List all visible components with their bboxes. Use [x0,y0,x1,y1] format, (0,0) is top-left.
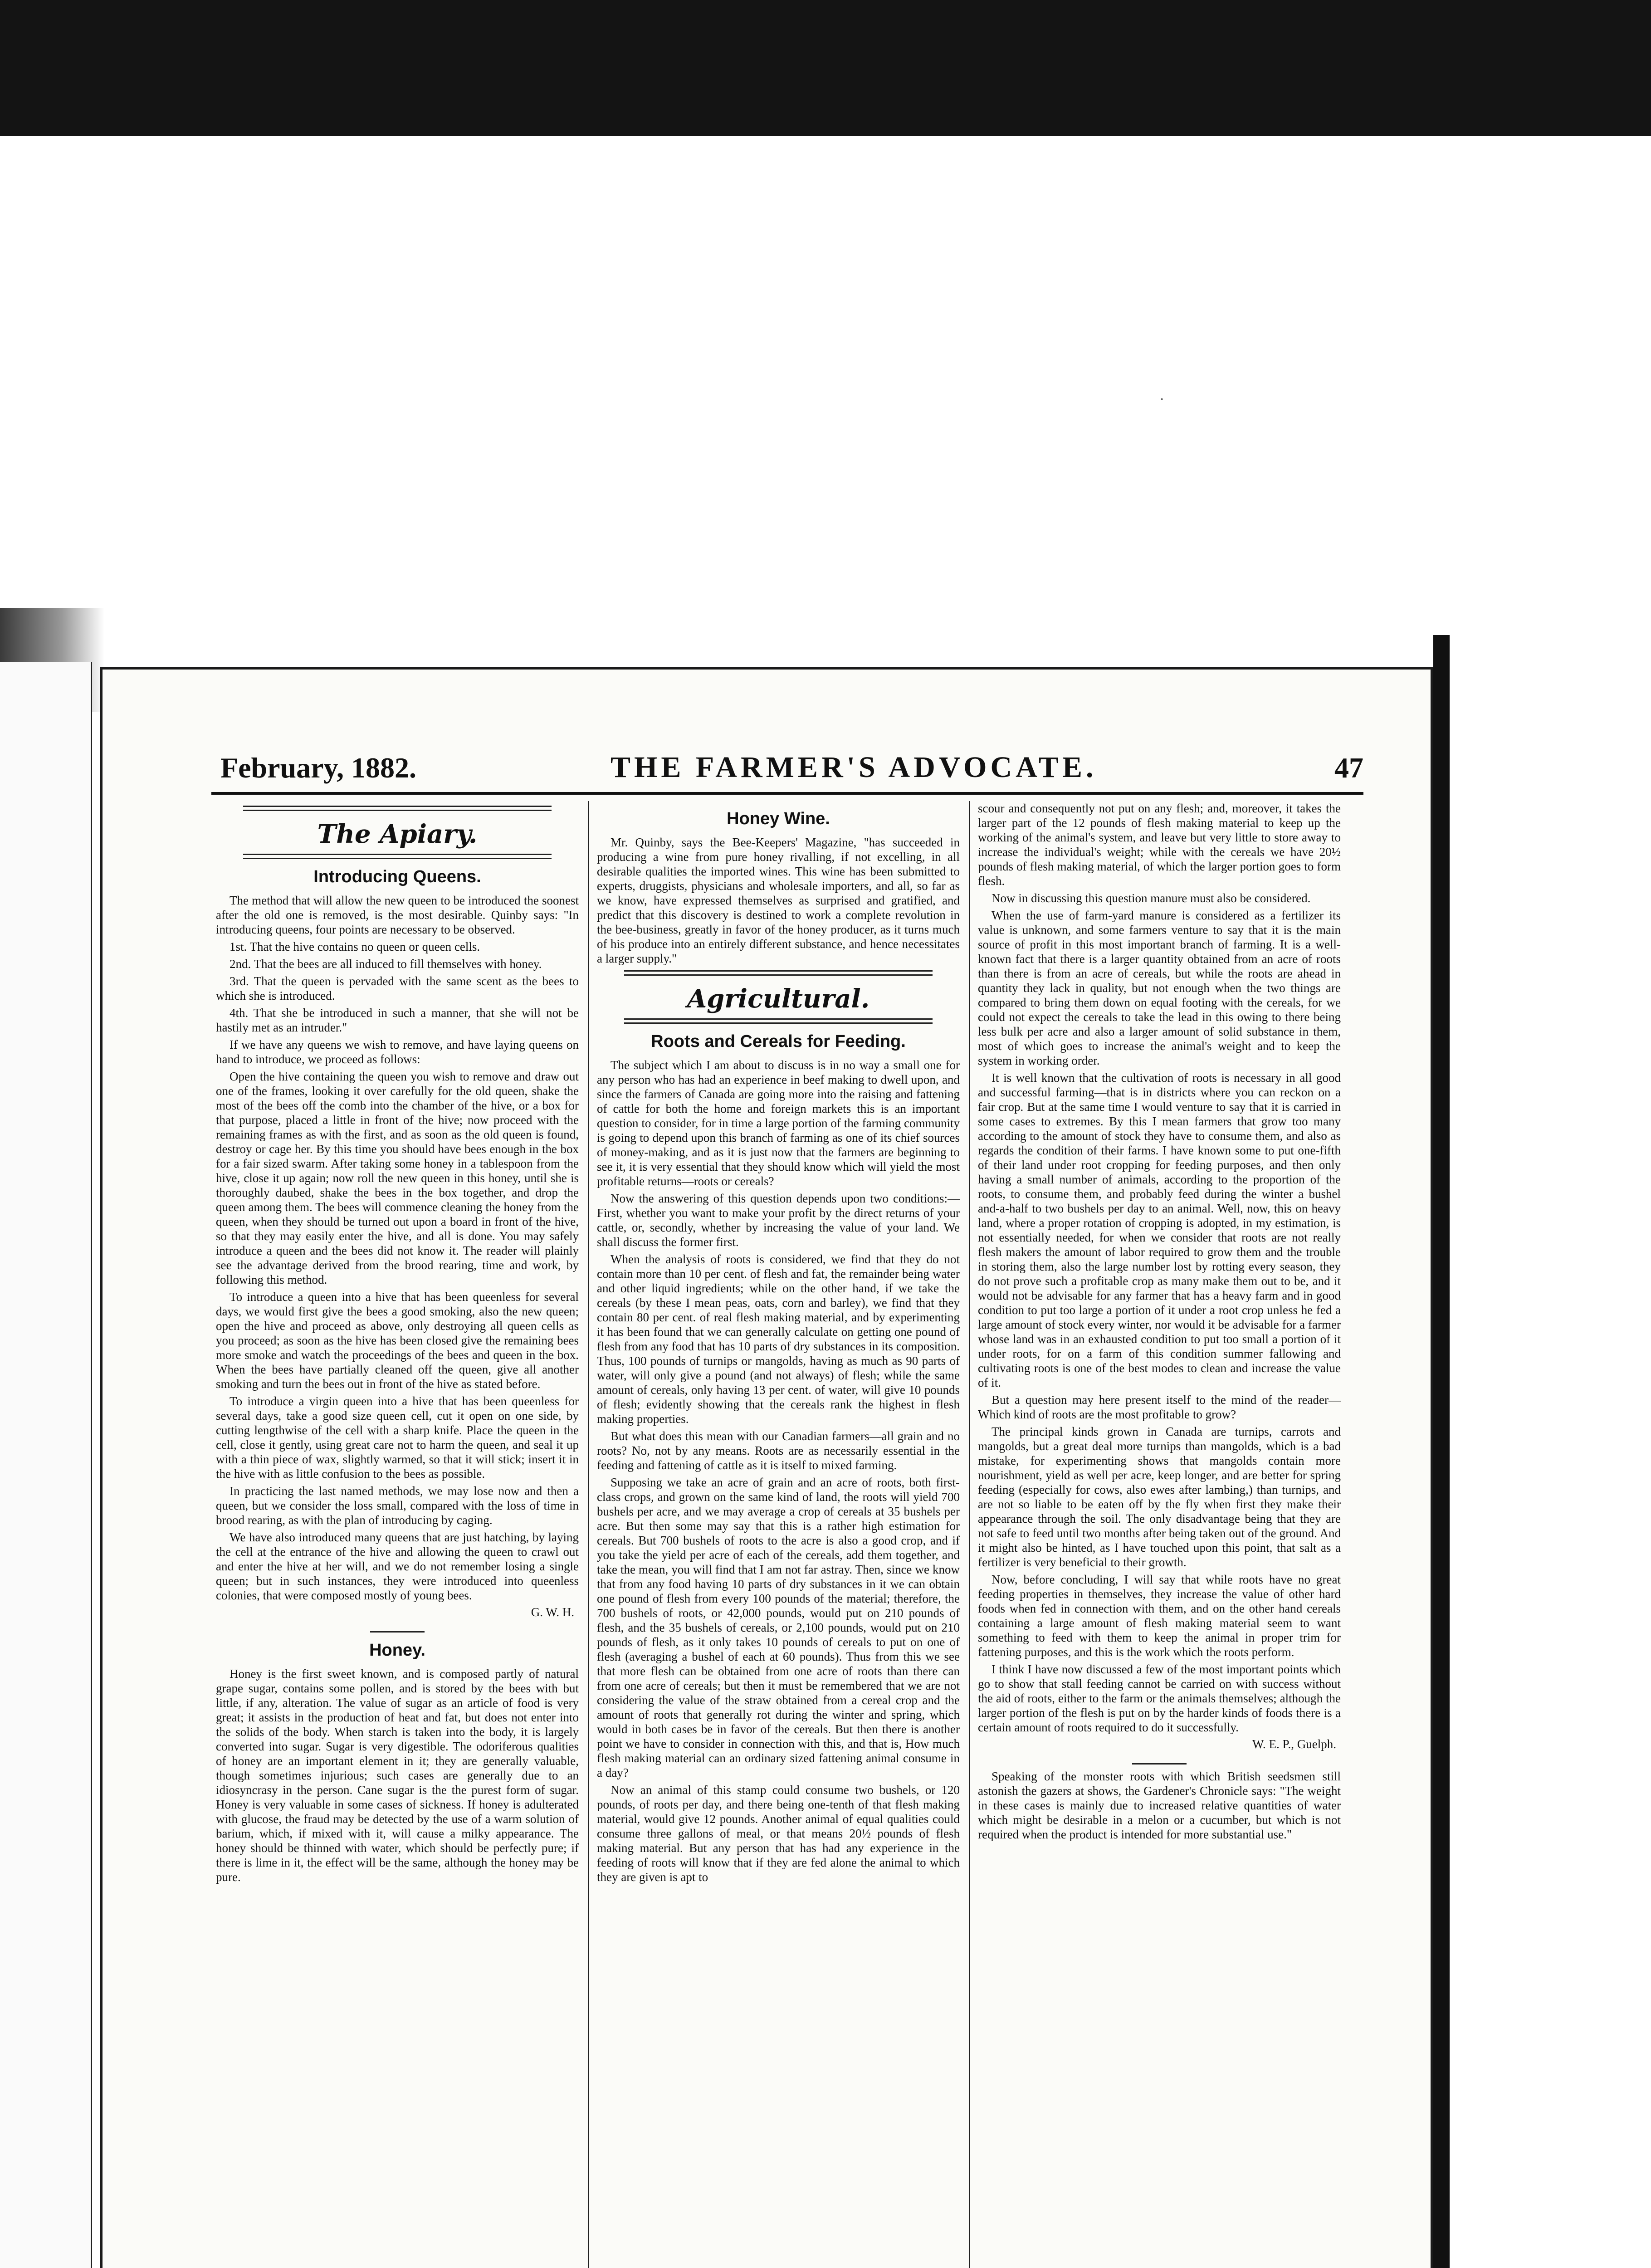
signature: W. E. P., Guelph. [1252,1737,1336,1751]
section-title-apiary: The Apiary. [317,819,478,849]
paragraph: The subject which I am about to discuss is in no way a small one for any person who has had an experience in beef making to dwell upon, and since the farmers of Canada are going more into the raising and fattening of cattle for both the home and foreign markets this is an important question to consider, for in time a large portion of the farming community is going to depend upon this branch of farming as one of its chief sources of money-making, and as it is just now that the farmers are beginning to see it, it is very essential that they should know which will yield the most profitable returns—roots or cereals? [597,1058,960,1188]
paragraph: It is well known that the cultivation of roots is necessary in all good and successful farming—that is in districts where you can reckon on a fair crop. But at the same time I would venture to say that it is carried in some cases to extremes. By this I mean farmers that grow too many according to the amount of stock they have to consume them, and also as regards the condition of their farms. I have known some to put one-fifth of their land under root cropping for feeding purposes, and then only having a small number of animals, according to the proportion of the roots, to consume them, and probably feed during the winter a bushel and-a-half to two bushels per day to an animal. Well, now, this on heavy land, where a proper rotation of cropping is adopted, in my estimation, is not essentially needed, for when we consider that roots are not really flesh makers the amount of labor required to grow them and the trouble in storing them, also the large number lost by rotting every season, they do not prove such a profitable crop as many make them out to be, and it would not be advisable for any farmer that has a heavy farm and in good condition to put too large a portion of it under a root crop unless he fed a large amount of stock every winter, nor would it be advisable for a farmer whose land was in an exhausted condition to put too small a portion of it under roots, for on a farm of this condition summer fallowing and cultivating roots is one of the best modes to clean and increase the value of it. [978,1071,1341,1389]
column-3 [978,801,1341,2268]
signature: G. W. H. [531,1605,574,1619]
paragraph: When the use of farm-yard manure is considered as a fertilizer its value is unknown, and some farmers venture to say that it is the main source of profit in this most important branch of farming. It is a well-known fact that there is a larger quantity obtained from an acre of roots than there is from an acre of cereals, but while the roots are ahead in quantity they lack in quality, but not enough when the two things are compared to bring them down on equal footing with the cereals, for we could not expect the cereals to take the lead in this owing to there being less bulk per acre and also a larger amount of solid substance in them, most of which goes to increase the animal's weight and to keep the system in working order. [978,909,1341,1067]
section-rule [624,970,933,976]
paragraph: But a question may here present itself to the mind of the reader—Which kind of roots are the most profitable to grow? [978,1393,1341,1421]
paragraph: In practicing the last named methods, we may lose now and then a queen, but we consider the loss small, compared with the loss of time in brood rearing, as with the plan of introducing by caging. [216,1484,579,1527]
paragraph: Supposing we take an acre of grain and an acre of roots, both first-class crops, and grown on the same kind of land, the roots will yield 700 bushels per acre, and we may average a crop of cereals at 35 bushels per acre. But then some may say that this is a rather high estimation for cereals. But 700 bushels of roots to the acre is also a good crop, and if you take the yield per acre of each of the cereals, add them together, and take the mean, you will find that I am not far astray. Then, since we know that from any food having 10 parts of dry substances in it we can obtain one pound of flesh from every 100 pounds of the material; therefore, the 700 bushels of roots, or 42,000 pounds, would put on 210 pounds of flesh, and the 35 bushels of cereals, or 2,100 pounds, would put on 210 pounds of flesh, as it only takes 10 pounds of cereals to put on one of flesh (averaging a bushel of each at 60 pounds). Thus from this we see that more flesh can be obtained from one acre of roots than there can from one acre of cereals; but then it must be remembered that we are not considering the value of the straw obtained from a cereal crop and the amount of roots that generally rot during the winter and spring, which would in both cases be in favor of the cereals. But then there is another point we have to consider in connection with this, and that is, How much flesh making material can an ordinary sized fattening animal consume in a day? [597,1476,960,1779]
paragraph: Honey is the first sweet known, and is composed partly of natural grape sugar, contains some pollen, and is stored by the bees with but little, if any, alteration. The value of sugar as an article of food is very great; it assists in the production of heat and fat, but does not enter into the solids of the body. When starch is taken into the body, it is largely converted into sugar. Sugar is very digestible. The odoriferous qualities of honey are an important element in it; they are generally valuable, though sometimes injurious; such cases are generally due to an idiosyncrasy in the person. Cane sugar is the the purest form of sugar. Honey is very valuable in some cases of sickness. If honey is adulterated with glucose, the fraud may be detected by the use of a warm solution of barium, which, if mixed with it, will cause a milky appearance. The honey should be thinned with water, which should be perfectly pure; if there is lime in it, the effect will be the same, although the honey may be pure. [216,1667,579,1884]
paragraph: Open the hive containing the queen you wish to remove and draw out one of the frames, looking it over carefully for the old queen, shake the most of the bees off the comb into the chamber of the hive, or a box for that purpose, placed a little in front of the hive; now proceed with the remaining frames as with the first, and as soon as the old queen is found, destroy or cage her. By this time you should have bees enough in the box for a fair sized swarm. After taking some honey in a tablespoon from the hive, close it up again; now roll the new queen in this honey, until she is thoroughly daubed, shake the bees in the box together, and drop the queen among them. The bees will commence cleaning the honey from the queen, when they should be turned out upon a board in front of the hive, so that they may easily enter the hive, and all is done. You may safely introduce a queen and the bees did not know it. The reader will plainly see the advantage derived from the brood rearing, time and work, by following this method. [216,1070,579,1286]
article-title-roots-and-cereals: Roots and Cereals for Feeding. [651,1032,906,1051]
section-rule [243,854,552,859]
scan-speck: · [1159,391,1165,408]
column-2 [597,801,960,2268]
paragraph: I think I have now discussed a few of the most important points which go to show that stall feeding cannot be carried on with success without the aid of roots, either to the farm or the animals themselves; although the larger portion of the flesh is put on by the harder kinds of foods there is a certain amount of roots required to do it successfully. [978,1662,1341,1734]
paragraph: We have also introduced many queens that are just hatching, by laying the cell at the entrance of the hive and allowing the queen to crawl out and enter the hive at her will, and we do not remember losing a single queen; but in such instances, they were introduced into queenless colonies, that were composed mostly of young bees. [216,1530,579,1602]
header-page-number: 47 [1334,752,1363,784]
binding-spine [1433,635,1450,2268]
header-rule [211,792,1363,795]
section-rule [243,806,552,811]
paragraph: The principal kinds grown in Canada are turnips, carrots and mangolds, but a great deal more turnips than mangolds, which is a bad mistake, for experimenting shows that mangolds contain more nourishment, yield as well per acre, keep longer, and are better for spring feeding (especially for cows, also ewes after lambing,) than turnips, and are not so liable to be eaten off by the fly when first they make their appearance through the soil. The only disadvantage being that they are not safe to feed until two months after being taken out of the ground. And it might also be hinted, as I have touched upon this point, that salt as a fertilizer is very beneficial to their growth. [978,1425,1341,1569]
column-1 [216,801,579,2268]
page-header [211,738,1363,787]
paragraph: Speaking of the monster roots with which British seedsmen still astonish the gazers at shows, the Gardener's Chronicle says: "The weight in these cases is mainly due to increased relative quantities of water which might be desirable in a melon or a cucumber, but which is not required when the product is intended for more substantial use." [978,1769,1341,1841]
paragraph: Now an animal of this stamp could consume two bushels, or 120 pounds, of roots per day, and there being one-tenth of that flesh making material, would give 12 pounds. Another animal of equal qualities could consume three gallons of meal, or that means 20½ pounds of flesh making material. But any person that has had any experience in the feeding of roots will know that if they are fed alone the animal to which they are given is apt to [597,1783,960,1884]
divider [370,1631,425,1633]
column-rule [588,801,589,2268]
paragraph: But what does this mean with our Canadian farmers—all grain and no roots? No, not by any means. Roots are as necessarily essential in the feeding and fattening of cattle as it is itself to mixed farming. [597,1429,960,1472]
article-title-honey-wine: Honey Wine. [727,809,830,828]
header-title: THE FARMER'S ADVOCATE. [611,751,1097,784]
paragraph: Now the answering of this question depends upon two conditions:—First, whether you want to make your profit by the direct returns of your cattle, or, secondly, whether by increasing the value of your land. We shall discuss the former first. [597,1192,960,1249]
section-title-agricultural: Agricultural. [687,984,870,1014]
newspaper-page [100,667,1433,2268]
paragraph: If we have any queens we wish to remove, and have laying queens on hand to introduce, we proceed as follows: [216,1038,579,1066]
paragraph: Now, before concluding, I will say that while roots have no great feeding properties in themselves, they increase the value of other hard foods when fed in connection with them, and on the other hand cereals containing a large amount of flesh making material seem to want something to feed with them to keep the animal in proper trim for fattening purposes, and this is the work which the roots perform. [978,1573,1341,1659]
header-date: February, 1882. [220,752,416,784]
paragraph: 1st. That the hive contains no queen or queen cells. [230,940,480,953]
paragraph: scour and consequently not put on any flesh; and, moreover, it takes the larger part of the 12 pounds of flesh making material to keep up the working of the animal's system, and leave but very little to store away to increase the individual's weight; while with the cereals we have 20½ pounds of flesh making material, of which the larger portion goes to form flesh. [978,802,1341,888]
paragraph: 2nd. That the bees are all induced to fill themselves with honey. [230,957,542,971]
scan-border-top [0,0,1651,136]
divider [1132,1763,1187,1765]
previous-page-edge [0,662,92,2268]
paragraph: Mr. Quinby, says the Bee-Keepers' Magazine, "has succeeded in producing a wine from pure honey rivalling, if not excelling, in all desirable qualities the imported wines. This wine has been submitted to experts, druggists, physicians and wholesale importers, and all, so far as we know, have expressed themselves as surprised and gratified, and predict that this discovery is destined to work a complete revolution in the bee-business, greatly in favor of the honey producer, as it turns much of his produce into an entirely different substance, and hence necessitates a larger supply." [597,836,960,965]
paragraph: 3rd. That the queen is pervaded with the same scent as the bees to which she is introduced. [216,974,579,1002]
article-title-honey: Honey. [369,1641,425,1660]
paragraph: When the analysis of roots is considered, we find that they do not contain more than 10 per cent. of flesh and fat, the remainder being water and other liquid ingredients; while on the other hand, if we take the cereals (by these I mean peas, oats, corn and barley), we find that they contain 80 per cent. of real flesh making material, and by experimenting it has been found that we can generally calculate on getting one pound of flesh from any food that has 10 parts of dry substances in its composition. Thus, 100 pounds of turnips or mangolds, having as much as 90 parts of water, will only give a pound (and not always) of flesh; while the same amount of cereals, only having 13 per cent. of water, will give 10 pounds of flesh; evidently showing that the cereals rank the highest in flesh making properties. [597,1252,960,1426]
paragraph: To introduce a virgin queen into a hive that has been queenless for several days, take a good size queen cell, cut it open on one side, by cutting lengthwise of the cell with a sharp knife. Place the queen in the cell, close it gently, using great care not to harm the queen, and seal it up with a thin piece of wax, slightly warmed, so that it will stick; insert it in the hive with as little confusion to the bees as possible. [216,1394,579,1481]
column-rule [969,801,970,2268]
paragraph: To introduce a queen into a hive that has been queenless for several days, we would first give the bees a good smoking, also the new queen; open the hive and proceed as above, only destroying all queen cells as you proceed; as soon as the hive has been closed give the remaining bees more smoke and watch the proceedings of the bees and queen in the box. When the bees have partially cleaned off the queen, give all another smoking and turn the bees out in front of the hive as stated before. [216,1290,579,1391]
paragraph: 4th. That she be introduced in such a manner, that she will not be hastily met as an intruder." [216,1006,579,1034]
paragraph: Now in discussing this question manure must also be considered. [992,891,1311,905]
article-title-introducing-queens: Introducing Queens. [313,867,481,886]
section-rule [624,1018,933,1024]
paragraph: The method that will allow the new queen to be introduced the soonest after the old one is removed, is the most desirable. Quinby says: "In introducing queens, four points are necessary to be observed. [216,894,579,936]
